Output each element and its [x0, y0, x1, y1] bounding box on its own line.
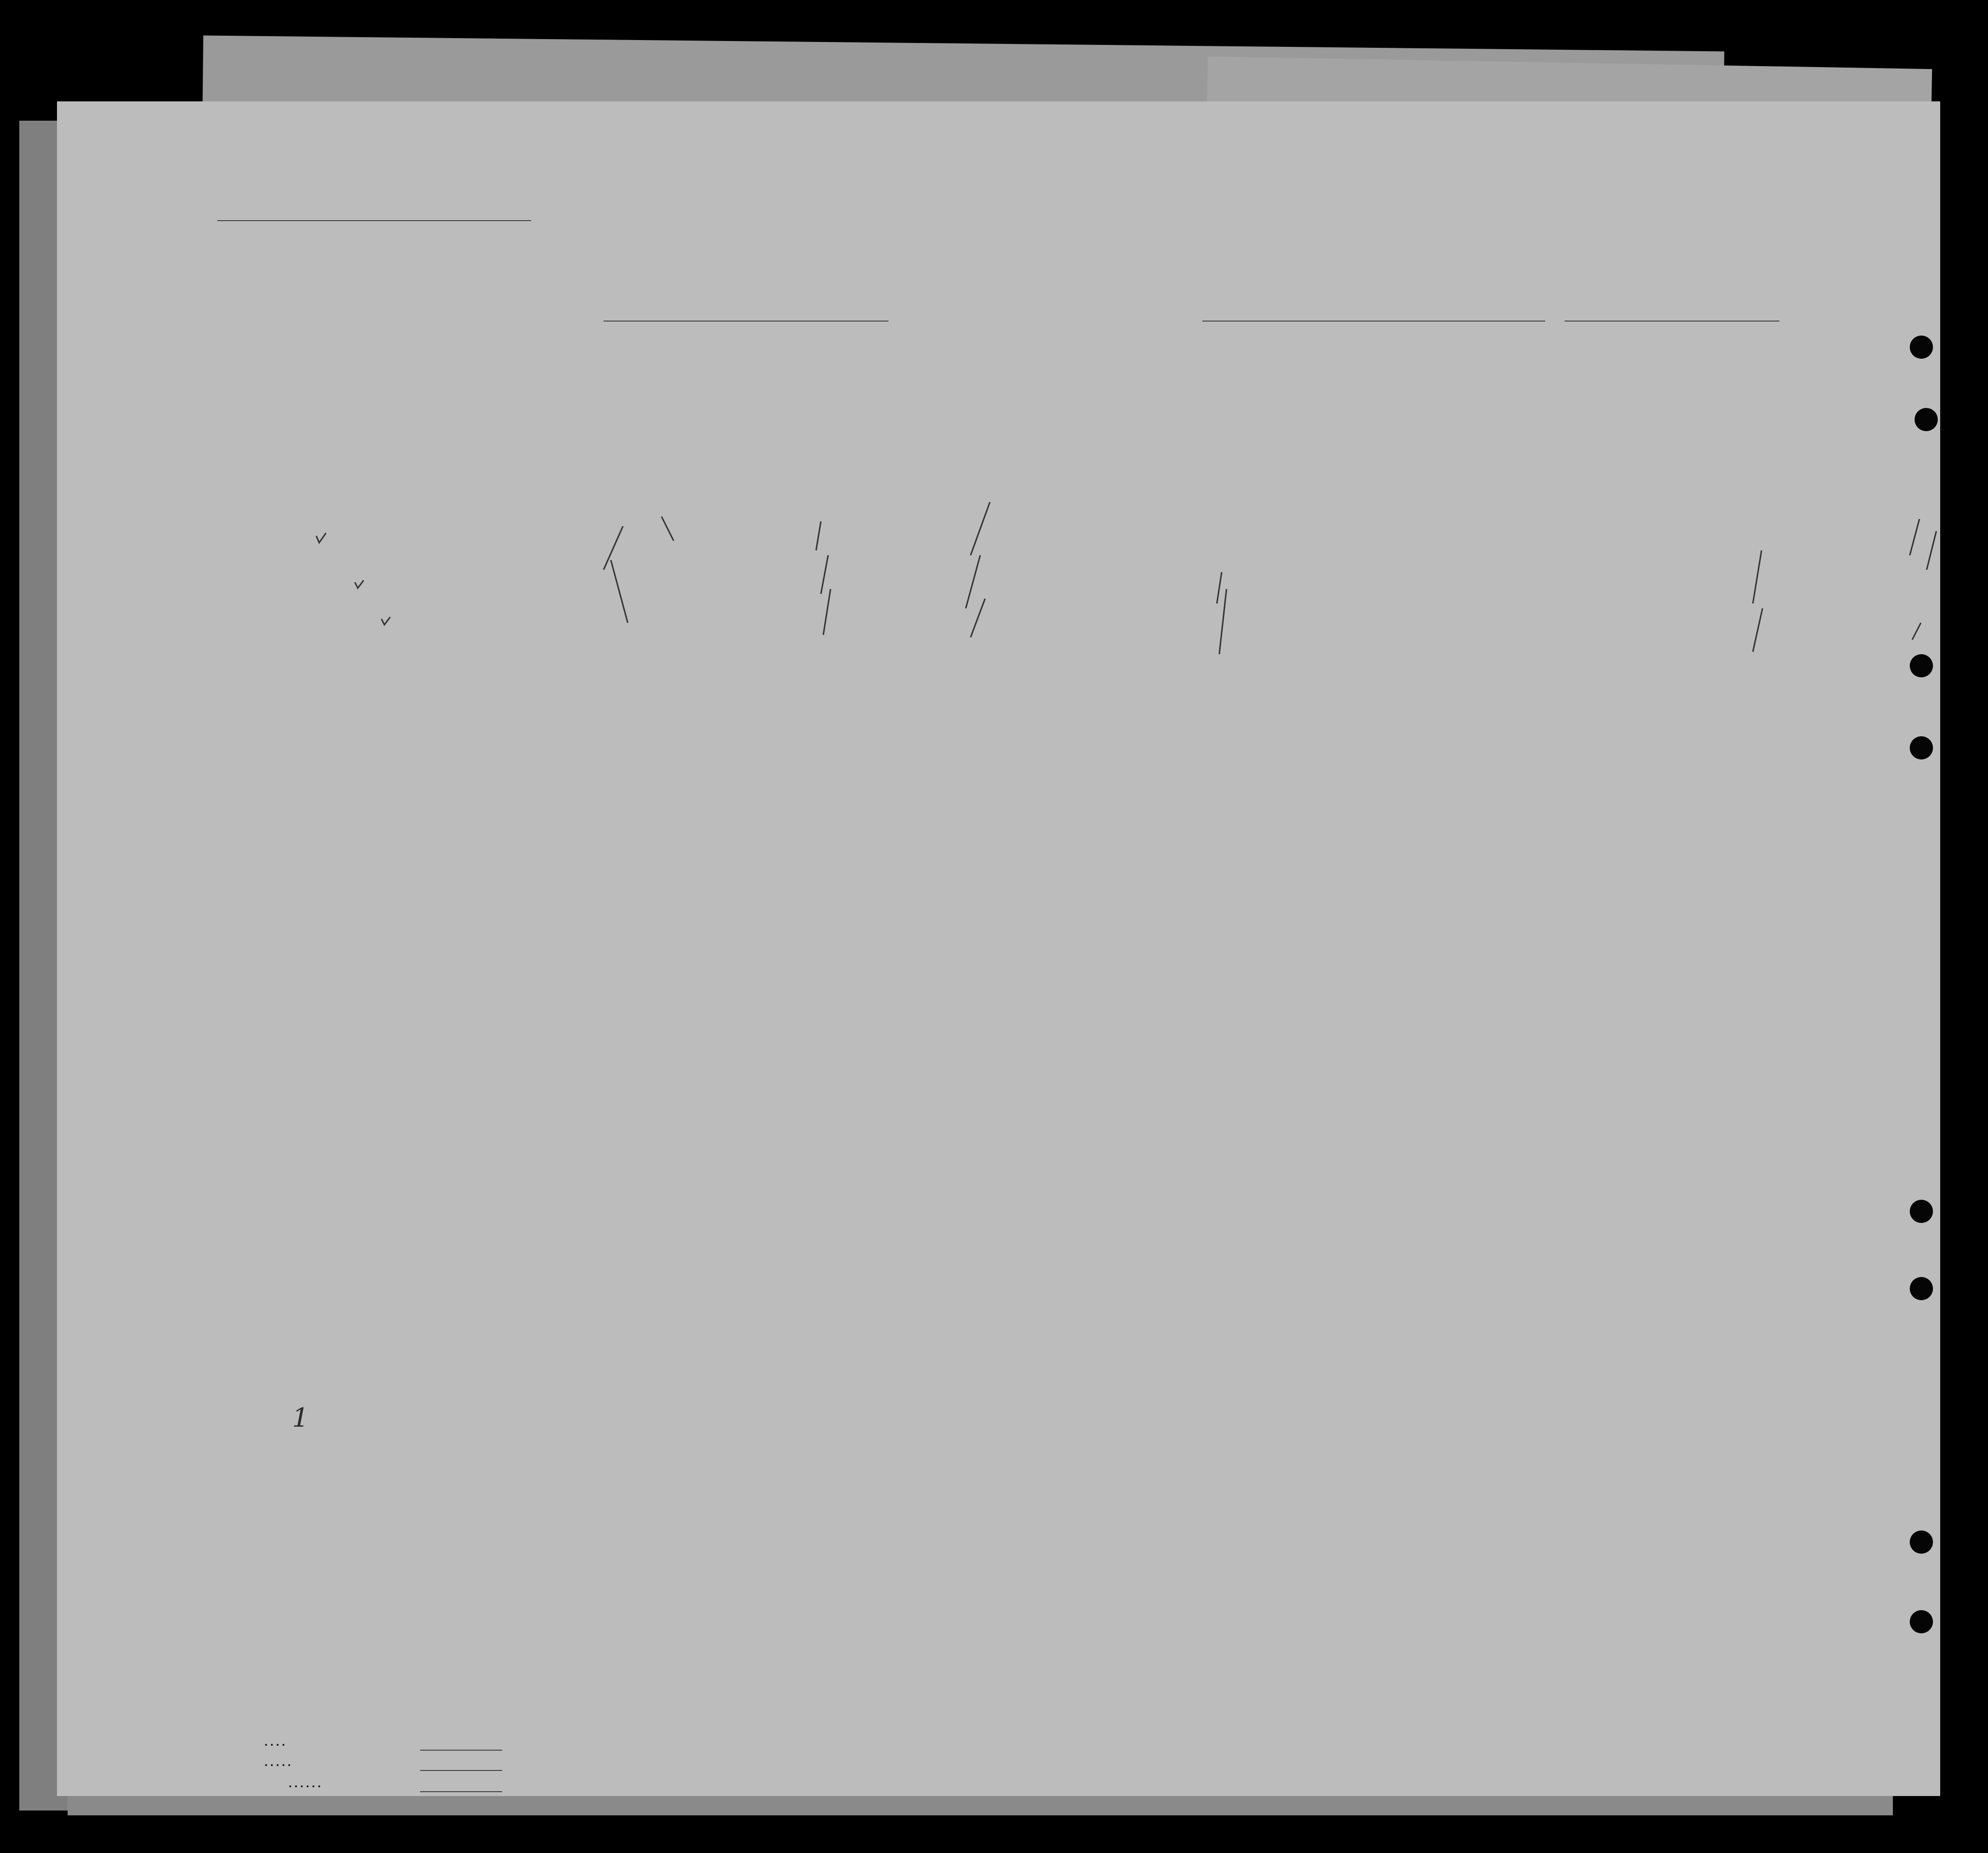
punch-hole [1915, 408, 1938, 431]
footer-leader-dots: . . . . . [265, 1756, 291, 1769]
residence-strokes [1753, 550, 1762, 652]
punch-hole [1910, 1277, 1933, 1300]
nationality-strokes [966, 502, 990, 637]
right-margin-strokes [1910, 519, 1936, 640]
age-tick-strokes [604, 517, 674, 623]
footer-aliens [289, 1778, 321, 1791]
check-mark [316, 533, 326, 543]
footer-leader-dots: . . . . [265, 1736, 285, 1749]
punch-hole [1910, 1610, 1933, 1633]
punch-hole [1910, 336, 1933, 359]
footer-aliens-line [420, 1791, 502, 1792]
check-mark [381, 617, 390, 625]
birth-strokes [1217, 572, 1227, 654]
footer-total-line [420, 1750, 502, 1751]
footer-leader-dots: . . . . . . [289, 1778, 321, 1790]
check-mark [355, 580, 364, 588]
footer-us-line [420, 1770, 502, 1771]
punch-hole [1910, 1530, 1933, 1554]
punch-hole [1910, 736, 1933, 759]
handwritten-row-25-mark: 1 [292, 1403, 309, 1433]
able-to-strokes [816, 521, 831, 635]
footer-total-passengers [265, 1736, 285, 1749]
punch-hole [1910, 654, 1933, 677]
footer-us-citizens [265, 1756, 291, 1769]
punch-hole [1910, 1200, 1933, 1223]
